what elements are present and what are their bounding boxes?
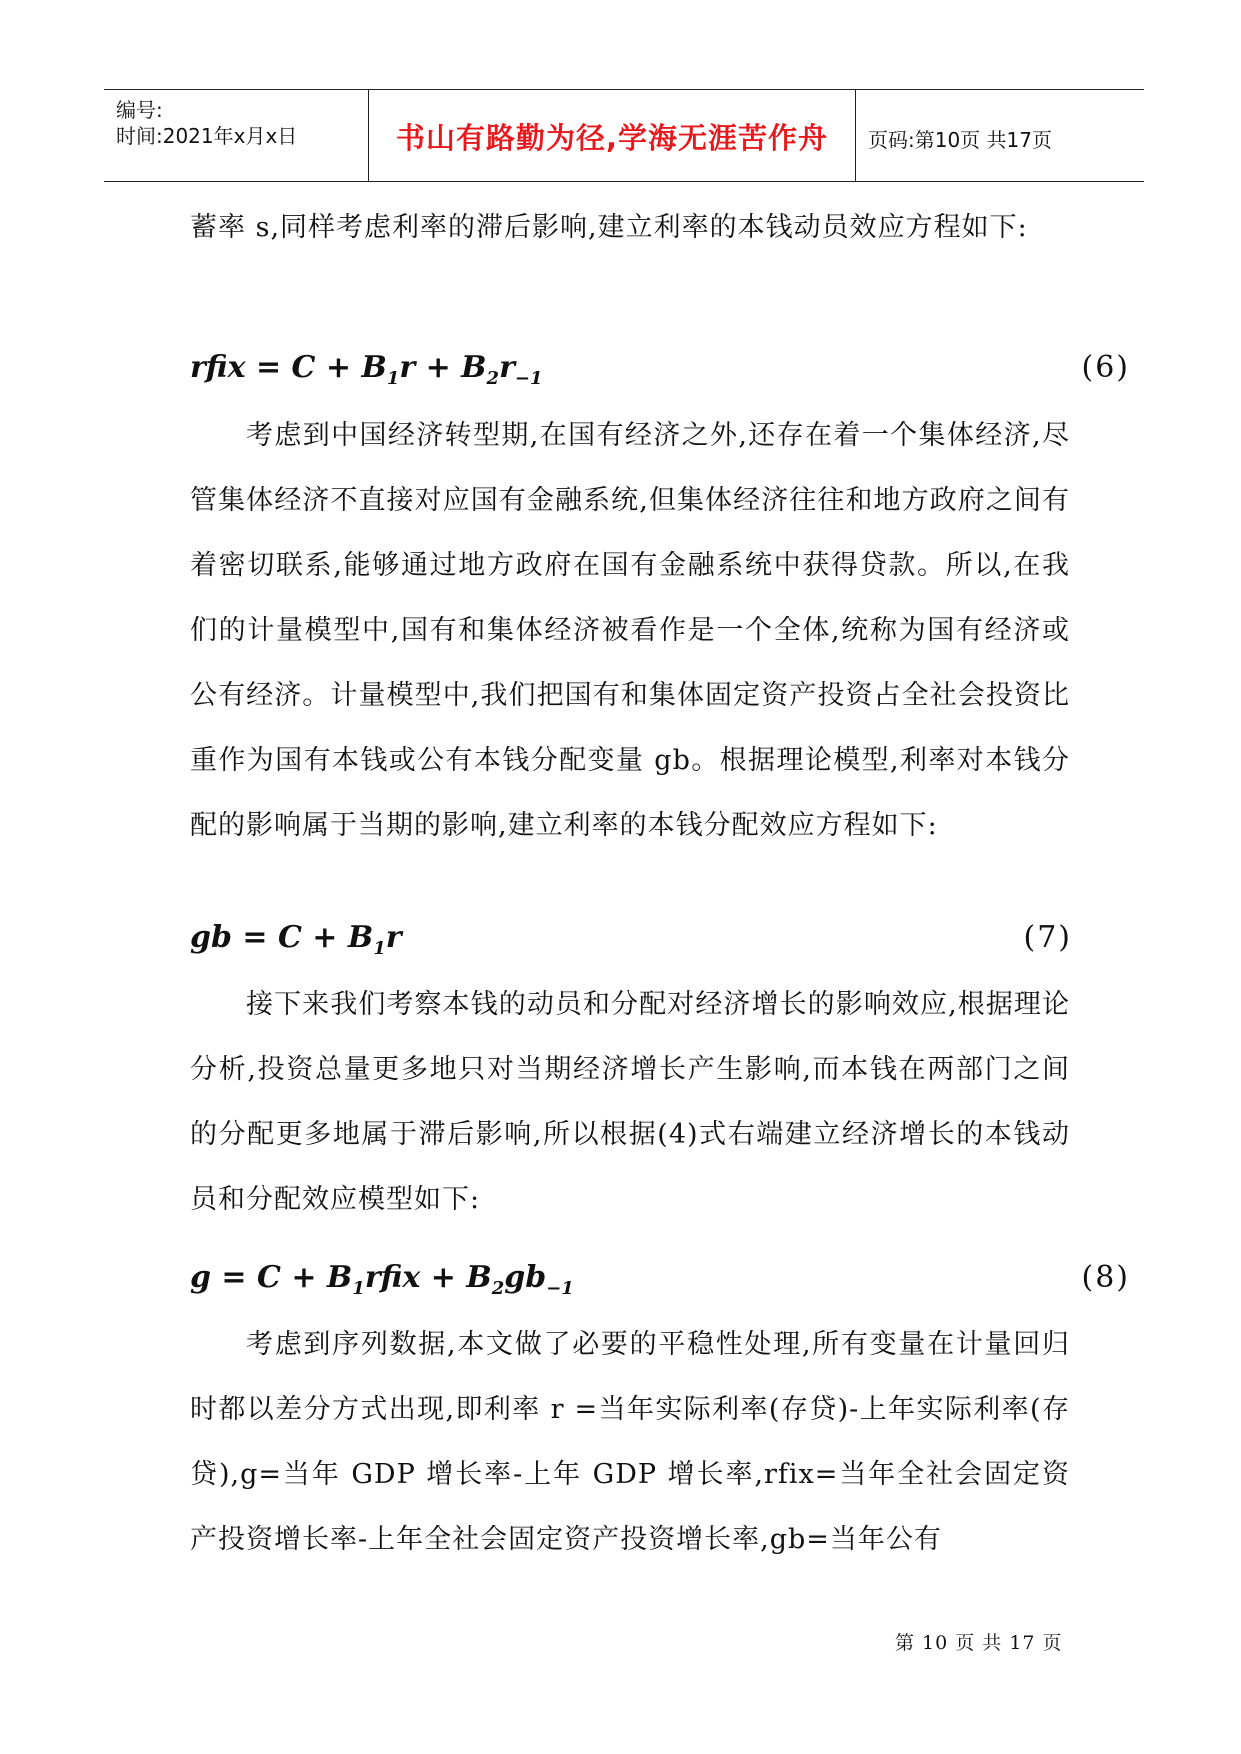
- paragraph-1: 蓄率 s,同样考虑利率的滞后影响,建立利率的本钱动员效应方程如下:: [190, 212, 1028, 243]
- equation-8: [190, 1260, 1130, 1310]
- equation-7-expression: gb = $C + B_1r$: [190, 920, 402, 959]
- paragraph-2: 考虑到中国经济转型期,在国有经济之外,还存在着一个集体经济,尽管集体经济不直接对应国有金融系统,但集体经济往往和地方政府之间有着密切联系,能够通过地方政府在国有金融系统中获得贷款。所以,在我们的计量模型中,国有和集体经济被看作是一个全体,统称为国有经济或公有经济。计量模型中,我们把国有和集体固定资产投资占全社会投资比重作为国有本钱或公有本钱分配变量 gb。根据理论模型,利率对本钱分配的影响属于当期的影响,建立利率的本钱分配效应方程如下:: [190, 420, 1070, 841]
- equation-8-expression: $g = C + B_1rfix + B_2gb_{-1}$: [190, 1260, 574, 1299]
- header-page-label: 页码:第10页 共17页: [868, 128, 1052, 152]
- page-header: [104, 89, 1144, 182]
- footer-page-number: 第 10 页 共 17 页: [895, 1632, 1063, 1654]
- header-meta-cell: [104, 90, 369, 181]
- header-page-cell: [856, 90, 1144, 181]
- equation-7: [190, 920, 1072, 970]
- motto: 书山有路勤为径,学海无涯苦作舟: [395, 121, 829, 155]
- number-label: 编号:: [116, 98, 163, 122]
- time-label: 时间:2021年x月x日: [116, 124, 298, 148]
- equation-6-number: (6): [1081, 350, 1130, 385]
- equation-7-number: (7): [1023, 920, 1072, 955]
- header-motto-cell: [369, 90, 856, 181]
- equation-6-expression: rfix = $C + B_1r + B_2r_{-1}$: [190, 350, 543, 389]
- equation-8-number: (8): [1081, 1260, 1130, 1295]
- paragraph-4: 考虑到序列数据,本文做了必要的平稳性处理,所有变量在计量回归时都以差分方式出现,即利率 r =当年实际利率(存贷)-上年实际利率(存贷),g=当年 GDP 增长率-上年 GDP 增长率,rfix=当年全社会固定资产投资增长率-上年全社会固定资产投资增长率,gb=当年公有: [190, 1329, 1070, 1555]
- equation-6: [190, 350, 1130, 400]
- paragraph-3: 接下来我们考察本钱的动员和分配对经济增长的影响效应,根据理论分析,投资总量更多地只对当期经济增长产生影响,而本钱在两部门之间的分配更多地属于滞后影响,所以根据(4)式右端建立经济增长的本钱动员和分配效应模型如下:: [190, 989, 1070, 1215]
